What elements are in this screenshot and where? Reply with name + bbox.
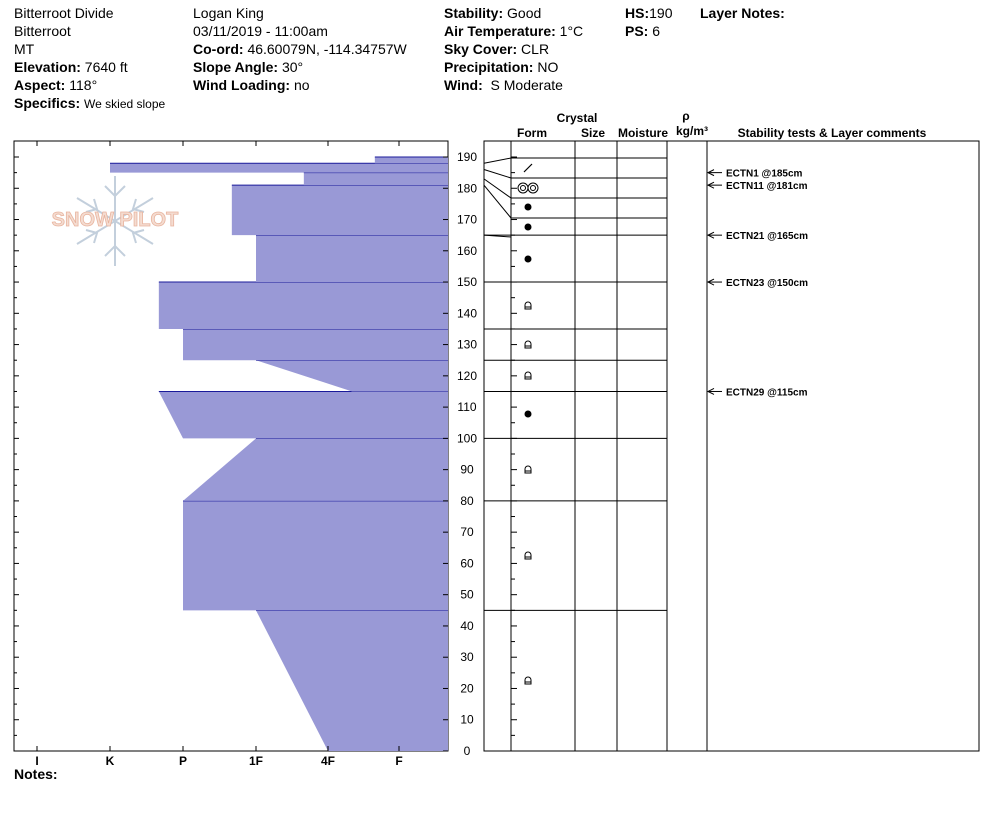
melt-form-icon bbox=[525, 411, 532, 418]
y-tick-label: 100 bbox=[456, 431, 478, 446]
hardness-layer-bar bbox=[110, 163, 448, 172]
hardness-layer-bar bbox=[159, 282, 448, 329]
ps-row: PS: 6 bbox=[625, 23, 661, 39]
subrange-name: Bitterroot bbox=[14, 23, 71, 39]
precip-value: NO bbox=[537, 59, 559, 75]
stability-test-label: ECTN21 @165cm bbox=[726, 231, 809, 243]
notes-label: Notes: bbox=[14, 766, 58, 782]
y-tick-label: 80 bbox=[460, 493, 474, 508]
ps-value: 6 bbox=[652, 23, 661, 39]
y-tick-label: 30 bbox=[460, 650, 474, 665]
wind-value: S Moderate bbox=[490, 77, 563, 93]
crystal-header: Crystal bbox=[556, 111, 598, 125]
stability-test-label: ECTN23 @150cm bbox=[726, 278, 809, 290]
hardness-layer-bar bbox=[256, 235, 448, 282]
layer-connector bbox=[484, 185, 511, 218]
elevation-value: 7640 ft bbox=[84, 59, 128, 75]
size-header: Size bbox=[580, 126, 606, 140]
specifics-row: Specifics: We skied slope bbox=[14, 95, 166, 111]
wind-loading-row: Wind Loading: no bbox=[193, 77, 310, 93]
precip-row: Precipitation: NO bbox=[444, 59, 559, 75]
density-unit-header: kg/m³ bbox=[675, 124, 709, 138]
y-tick-label: 140 bbox=[456, 306, 478, 321]
layer-notes-label: Layer Notes: bbox=[700, 5, 785, 21]
layer-connector bbox=[484, 179, 511, 198]
hardness-layer-bar bbox=[183, 501, 448, 610]
x-tick-label: P bbox=[178, 754, 188, 768]
sky-row: Sky Cover: CLR bbox=[444, 41, 550, 57]
rounds-icon bbox=[525, 302, 531, 309]
coord-value: 46.60079N, -114.34757W bbox=[247, 41, 407, 57]
wind-row: Wind: S Moderate bbox=[444, 77, 563, 93]
y-tick-label: 130 bbox=[456, 337, 478, 352]
x-tick-label: I bbox=[35, 754, 39, 768]
x-tick-label: 4F bbox=[320, 754, 336, 768]
sky-value: CLR bbox=[521, 41, 550, 57]
rounds-icon bbox=[525, 372, 531, 379]
hs-row: HS:190 bbox=[625, 5, 673, 21]
y-tick-label: 20 bbox=[460, 681, 474, 696]
y-tick-label: 90 bbox=[460, 462, 474, 477]
y-tick-label: 10 bbox=[460, 712, 474, 727]
y-tick-label: 110 bbox=[457, 400, 477, 415]
hs-value: 190 bbox=[649, 5, 673, 21]
stability-test-label: ECTN29 @115cm bbox=[726, 387, 808, 399]
specifics-value: We skied slope bbox=[84, 97, 166, 111]
y-tick-label: 120 bbox=[456, 368, 478, 383]
state: MT bbox=[14, 41, 35, 57]
stability-tests-header: Stability tests & Layer comments bbox=[737, 126, 927, 140]
y-tick-label: 70 bbox=[460, 525, 474, 540]
stability-test-label: ECTN11 @181cm bbox=[726, 181, 808, 193]
y-tick-label: 60 bbox=[460, 556, 474, 571]
hardness-layer-bar bbox=[256, 360, 448, 391]
stability-row: Stability: Good bbox=[444, 5, 542, 21]
slope-row: Slope Angle: 30° bbox=[193, 59, 304, 75]
clustered-melt-icon bbox=[528, 183, 538, 193]
melt-form-icon bbox=[525, 256, 532, 263]
observer-name: Logan King bbox=[193, 5, 264, 21]
y-tick-label: 50 bbox=[460, 587, 474, 602]
air-temp-row: Air Temperature: 1°C bbox=[444, 23, 584, 39]
x-tick-label: 1F bbox=[248, 754, 264, 768]
layer-connector bbox=[484, 158, 511, 163]
hardness-layer-bar bbox=[304, 173, 448, 186]
y-tick-label: 0 bbox=[463, 744, 471, 758]
observation-datetime: 03/11/2019 - 11:00am bbox=[193, 23, 328, 39]
hardness-layer-bar bbox=[159, 391, 448, 438]
elevation-row: Elevation: 7640 ft bbox=[14, 59, 128, 75]
melt-form-icon bbox=[525, 204, 532, 211]
rounds-icon bbox=[525, 552, 531, 559]
rounds-icon bbox=[525, 677, 531, 684]
y-tick-label: 170 bbox=[456, 212, 478, 227]
precip-particles-icon bbox=[524, 164, 532, 172]
moisture-header: Moisture bbox=[617, 126, 669, 140]
rounds-icon bbox=[525, 466, 531, 473]
hardness-layer-bar bbox=[232, 185, 448, 235]
snow-pilot-logo bbox=[52, 176, 179, 266]
hardness-layer-bar bbox=[256, 610, 448, 751]
rounds-icon bbox=[525, 341, 531, 348]
aspect-row: Aspect: 118° bbox=[14, 77, 98, 93]
y-tick-label: 190 bbox=[456, 150, 478, 164]
rho-header: ρ bbox=[682, 109, 690, 123]
stability-test-label: ECTN1 @185cm bbox=[726, 168, 803, 180]
y-tick-label: 150 bbox=[456, 275, 478, 290]
range-name: Bitterroot Divide bbox=[14, 5, 114, 21]
y-tick-label: 40 bbox=[460, 618, 474, 633]
slope-value: 30° bbox=[281, 59, 304, 75]
hardness-layer-bar bbox=[375, 157, 448, 163]
hardness-layer-bar bbox=[183, 438, 448, 501]
coord-row: Co-ord: 46.60079N, -114.34757W bbox=[193, 41, 407, 57]
snow-pilot-logo-text: SNOW PILOT bbox=[51, 209, 179, 231]
y-tick-label: 180 bbox=[456, 181, 478, 196]
form-header: Form bbox=[517, 126, 547, 140]
wind-loading-value: no bbox=[293, 77, 310, 93]
x-tick-label: K bbox=[105, 754, 115, 768]
melt-form-icon bbox=[525, 224, 532, 231]
hardness-layer-bar bbox=[183, 329, 448, 360]
clustered-melt-icon bbox=[518, 183, 528, 193]
clustered-melt-icon-inner bbox=[521, 186, 526, 191]
x-tick-label: F bbox=[395, 754, 403, 768]
y-tick-label: 160 bbox=[456, 243, 478, 258]
air-temp-value: 1°C bbox=[559, 23, 584, 39]
layer-connector bbox=[484, 170, 511, 178]
aspect-value: 118° bbox=[69, 77, 98, 93]
stability-value: Good bbox=[507, 5, 542, 21]
clustered-melt-icon-inner bbox=[531, 186, 536, 191]
